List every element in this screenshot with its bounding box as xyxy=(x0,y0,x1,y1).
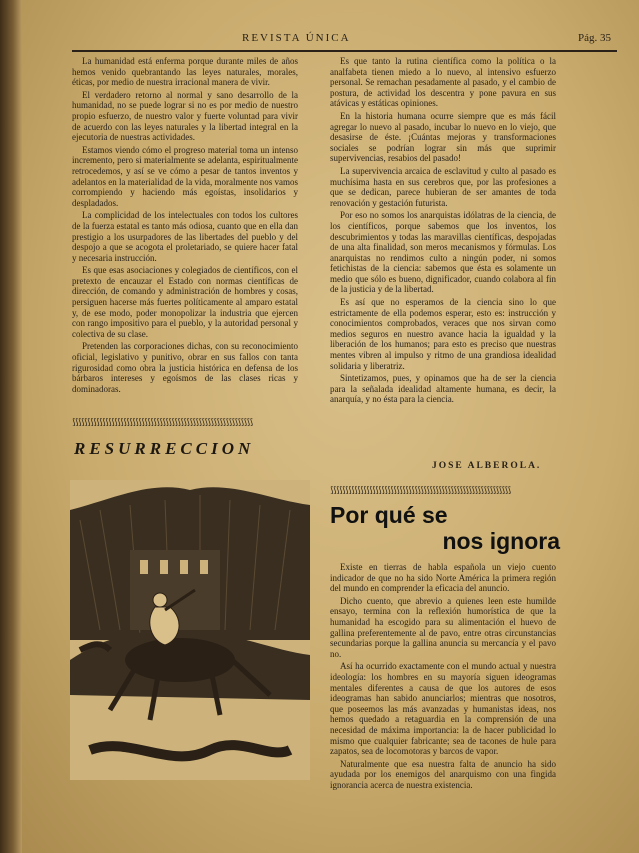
paragraph: Estamos viendo cómo el progreso material toma un intenso incremento, pero si materialmente se adelanta, espiritualmente retrocedemos, y así se ve cómo a pesar de tantos inventos y adelantos en la materialidad de la vida, moralmente nos vamos corrompiendo y haciendo más egoístas, insolidarios y despladados. xyxy=(72,144,298,208)
paragraph: Dicho cuento, que abrevio a quienes leen este humilde ensayo, termina con la reflexión humorística de que la humanidad ha escogido para su alimentación el huevo de gallina preferentemente al de pavo, entre otras circunstancias secundarias porque la gallina anuncia su mercancía y el pavo no. xyxy=(330,595,556,659)
article-title-line2: nos ignora xyxy=(442,528,560,554)
paragraph: Naturalmente que esa nuestra falta de anuncio ha sido ayudada por los enemigos del anarquismo con una fingida ignorancia acerca de nuestra existencia. xyxy=(330,758,556,790)
article-title-line1: Por qué se xyxy=(330,502,448,528)
resurrection-illustration xyxy=(70,480,310,780)
paragraph: Así ha ocurrido exactamente con el mundo actual y nuestra ideología: los hombres en su mayoría siguen ideogramas mentales diferentes a causa de que los autores de esos ideogramas han sabido anunciarlos; mientras que nosotros, que poseemos las más avanzadas y humanistas ideas, nos hemos quedado a retaguardia en la comprensión de una necesidad de máxima importancia: la de hacer publicidad lo mismo que cualquier fabricante; sea de tacones de hule para zapatos, sea de locomotoras y barcos de vapor. xyxy=(330,661,556,757)
paragraph: La complicidad de los intelectuales con todos los cultores de la fuerza estatal es tanto más odiosa, cuanto que en ella dan prestigio a los usurpadores de las libertades del pueblo y del despojo a que se acogota el proletariado, se quiere hacer fatal y necesaria instrucción. xyxy=(72,210,298,263)
page-header xyxy=(72,30,617,52)
paragraph: La supervivencia arcaica de esclavitud y culto al pasado es muchísima hasta en sus cerebros que, por las profesiones a que se dedican, parece hubieran de ser amantes de toda renovación y gestación futurista. xyxy=(330,165,556,208)
left-column xyxy=(72,56,298,396)
author-signature: JOSE ALBEROLA. xyxy=(432,461,542,471)
page-number: Pág. 35 xyxy=(578,32,611,44)
paragraph: Es así que no esperamos de la ciencia sino lo que estrictamente de ella podemos esperar, esto es: instrucción y conocimientos comprobados, veraces que nos sirvan como medios seguros en nuestro avance hacia la igualdad y la liberación de los humanos; para esto es preciso que nuestras mentes vibren al impulso y ritmo de una grandiosa idealidad solidaria y liberatriz. xyxy=(330,297,556,371)
paragraph: Existe en tierras de habla española un viejo cuento indicador de que no ha sido Norte América la primera región del mundo en comprender la eficacia del anuncio. xyxy=(330,562,556,594)
ornamental-divider-right: ⟆⟆⟆⟆⟆⟆⟆⟆⟆⟆⟆⟆⟆⟆⟆⟆⟆⟆⟆⟆⟆⟆⟆⟆⟆⟆⟆⟆⟆⟆⟆⟆⟆⟆⟆⟆⟆⟆⟆⟆⟆⟆⟆⟆⟆⟆⟆⟆⟆⟆⟆⟆⟆⟆⟆⟆⟆⟆⟆⟆ xyxy=(330,486,511,494)
second-article-body xyxy=(330,562,556,792)
paragraph: Es que tanto la rutina científica como la política o la analfabeta tienen miedo a lo nuevo, al intensivo esfuerzo personal. Se remachan pesadamente al pasado, y el cambio de postura, de actividad los descentra y pone pavura en sus atávicas y estáticas opiniones. xyxy=(330,56,556,109)
magazine-title: REVISTA ÚNICA xyxy=(242,32,351,44)
paragraph: En la historia humana ocurre siempre que es más fácil agregar lo nuevo al pasado, incubar lo nuevo en lo viejo, que desasirse de éste. ¡Cuántas mejoras y transformaciones sociales se podrían lograr sin más que suprimir supervivencias, resabios del pasado! xyxy=(330,110,556,164)
ornamental-divider-left: ⟆⟆⟆⟆⟆⟆⟆⟆⟆⟆⟆⟆⟆⟆⟆⟆⟆⟆⟆⟆⟆⟆⟆⟆⟆⟆⟆⟆⟆⟆⟆⟆⟆⟆⟆⟆⟆⟆⟆⟆⟆⟆⟆⟆⟆⟆⟆⟆⟆⟆⟆⟆⟆⟆⟆⟆⟆⟆⟆⟆ xyxy=(72,418,253,426)
resurreccion-title: RESURRECCION xyxy=(74,439,255,458)
paragraph: Por eso no somos los anarquistas idólatras de la ciencia, de los científicos, porque sabemos que los inventos, los descubrimientos y todas las maravillas científicas, despojadas de una alta finalidad, son meros mecanismos y fórmulas. Los anarquistas no rendimos culto a ningún poder, ni somos fetichistas de la ciencia: sabemos que ésta es solamente un medio que sólo es bueno, dignificador, cuando colabora al fin de la justicia y de la libertad. xyxy=(330,210,556,295)
paragraph: La humanidad está enferma porque durante miles de años hemos venido quebrantando las leyes naturales, morales, éticas, por medio de nuestra irracional manera de vivir. xyxy=(72,56,298,88)
paragraph: Es que esas asociaciones y colegiados de científicos, con el pretexto de encauzar el Estado con normas científicas de dirección, de comando y administración de hombres y cosas, persiguen hacerse más fuertes políticamente al amparo estatal y, de ese modo, poder monopolizar la industria que ejercen con rango impositivo para el pueblo, y la autoridad personal y colectiva de su clase. xyxy=(72,265,298,339)
book-spine xyxy=(0,0,22,853)
paragraph: Pretenden las corporaciones dichas, con su reconocimiento oficial, legislativo y punitivo, obrar en sus fallos con tanta rigurosidad como obra la justicia histórica en defensa de los bárbaros intereses y egoísmos de las clases ricas y dominadoras. xyxy=(72,341,298,394)
right-column xyxy=(330,56,556,407)
paragraph: Sintetizamos, pues, y opinamos que ha de ser la ciencia para la señalada idealidad altamente humana, es decir, la anarquía, y no ésta para la ciencia. xyxy=(330,373,556,405)
paragraph: El verdadero retorno al normal y sano desarrollo de la humanidad, no se puede lograr si no es por medio de nuestro propio esfuerzo, de nuestro valor y fuerte voluntad para vivir de acuerdo con las leyes naturales y la libertad integral en la ejecutoria de nuestras actividades. xyxy=(72,89,298,143)
